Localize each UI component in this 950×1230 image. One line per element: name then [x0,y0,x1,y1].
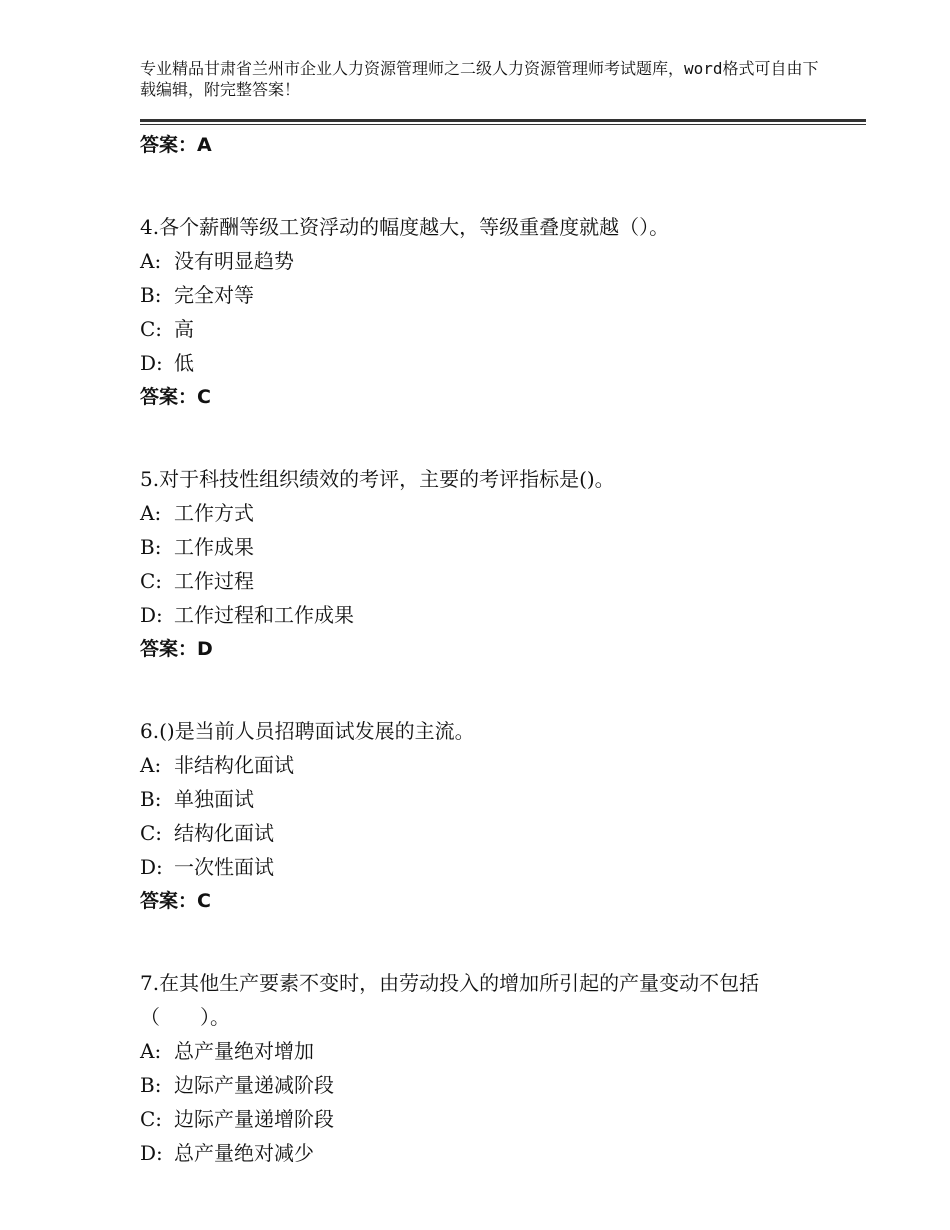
option-letter: C: [140,1107,163,1131]
option-a [140,496,840,530]
question-4 [140,210,840,414]
option-text: 没有明显趋势 [174,249,294,273]
option-a [140,748,840,782]
option-text: 非结构化面试 [174,753,294,777]
question-5 [140,462,840,666]
option-text: 高 [174,317,194,341]
option-letter: D: [140,351,163,375]
option-c [140,816,840,850]
option-letter: B: [140,787,162,811]
option-text: 总产量绝对增加 [174,1039,314,1063]
option-letter: B: [140,535,162,559]
option-c [140,312,840,346]
option-b [140,1068,840,1102]
document-header: 专业精品甘肃省兰州市企业人力资源管理师之二级人力资源管理师考试题库，word格式可自由下载编辑，附完整答案！ [140,59,819,99]
option-d [140,346,840,380]
option-text: 单独面试 [174,787,254,811]
option-text: 一次性面试 [174,855,274,879]
header-rule-thin [140,124,866,125]
option-a [140,1034,840,1068]
question-answer: 答案：C [140,890,211,912]
option-letter: C: [140,317,163,341]
option-letter: B: [140,1073,162,1097]
option-text: 工作成果 [174,535,254,559]
option-text: 工作过程和工作成果 [174,603,354,627]
option-text: 总产量绝对减少 [174,1141,314,1165]
option-a [140,244,840,278]
option-letter: B: [140,283,162,307]
option-text: 低 [174,351,194,375]
option-c [140,564,840,598]
option-letter: D: [140,1141,163,1165]
option-text: 工作方式 [174,501,254,525]
question-stem: 7.在其他生产要素不变时，由劳动投入的增加所引起的产量变动不包括（ ）。 [140,971,760,1029]
question-stem: 4.各个薪酬等级工资浮动的幅度越大，等级重叠度就越（）。 [140,215,670,239]
option-text: 边际产量递减阶段 [174,1073,334,1097]
option-letter: A: [140,1039,162,1063]
option-b [140,530,840,564]
option-letter: A: [140,249,162,273]
option-text: 结构化面试 [174,821,274,845]
option-letter: A: [140,753,162,777]
question-6 [140,714,840,918]
option-b [140,782,840,816]
header-rule-thick [140,119,866,122]
option-b [140,278,840,312]
option-text: 边际产量递增阶段 [174,1107,334,1131]
option-text: 完全对等 [174,283,254,307]
option-letter: D: [140,855,163,879]
previous-answer: 答案：A [140,134,212,156]
option-d [140,1136,840,1170]
question-7 [140,966,840,1170]
option-c [140,1102,840,1136]
question-list [140,128,840,1170]
option-letter: A: [140,501,162,525]
option-letter: D: [140,603,163,627]
option-letter: C: [140,821,163,845]
question-answer: 答案：D [140,638,213,660]
option-letter: C: [140,569,163,593]
option-d [140,850,840,884]
option-d [140,598,840,632]
question-stem: 6.()是当前人员招聘面试发展的主流。 [140,719,475,743]
option-text: 工作过程 [174,569,254,593]
question-stem: 5.对于科技性组织绩效的考评，主要的考评指标是()。 [140,467,615,491]
question-answer: 答案：C [140,386,211,408]
